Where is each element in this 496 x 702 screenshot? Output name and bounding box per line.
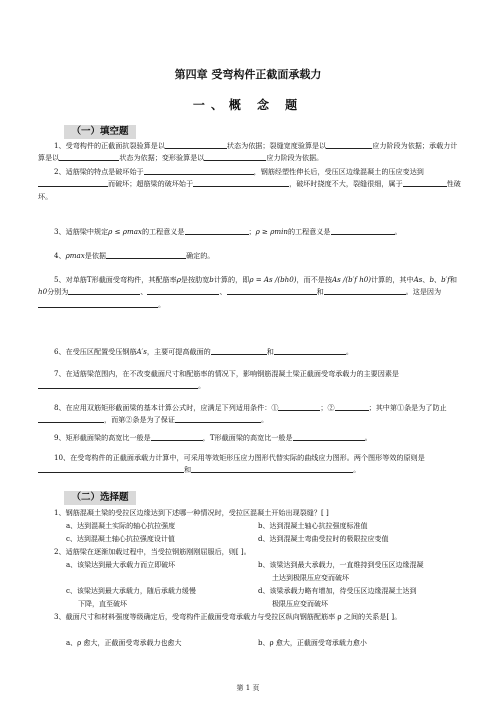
choice-1-option-d: d、达到混凝土弯曲受拉时的极限拉应变值	[258, 535, 389, 543]
choice-2-option-d: d、该梁承载力略有增加，待受压区边缘混凝土达到	[258, 587, 417, 595]
question-choice-1: 1、钢筋混凝土梁的受拉区边缘达到下述哪一种情况时，受拉区混凝土开始出现裂缝？[ ]	[54, 508, 329, 517]
question-fill-2: 2、适筋梁的特点是破坏始于 ，钢筋经塑性伸长后，受压区边缘混凝土的压应变达到而破坏；超筋梁的破坏始于 ，破坏时挠度不大，裂缝很细，属于 性破坏。	[38, 167, 461, 201]
section-title: 一、概 念 题	[192, 98, 304, 112]
question-fill-5: 5、对单筋T形截面受弯构件，其配筋率ρ是按肋宽b计算的，即ρ = As /(bh0)，而不是按As /(b′f h0)计算的，其中As、b、b′f和h0分别为 、 、 和 。这是因为。	[38, 275, 457, 309]
question-fill-9: 9、矩形截面梁的高宽比一般是 ，T形截面梁的高宽比一般是 。	[54, 433, 372, 442]
chapter-title: 第四章 受弯构件正截面承载力	[174, 68, 322, 81]
choice-3-option-a: a、ρ 愈大，正截面受弯承载力也愈大	[66, 639, 182, 647]
choice-1-option-c: c、达到混凝土轴心抗拉强度设计值	[66, 535, 175, 543]
choice-2-option-c-cont: 下降，直至破坏	[78, 600, 127, 608]
choice-1-option-b: b、达到混凝土轴心抗拉强度标准值	[258, 522, 368, 530]
fill-blank-heading: （一）填空题	[64, 125, 136, 139]
page-number: 第 1 页	[236, 684, 260, 692]
choice-2-option-b-cont: 土达到极限压应变而破坏	[272, 574, 349, 582]
question-fill-3: 3、适筋梁中规定ρ ≤ ρmax的工程意义是 ；ρ ≥ ρmin的工程意义是 。	[54, 227, 402, 236]
choice-2-option-a: a、该梁达到最大承载力而立即破坏	[66, 561, 176, 569]
choice-3-option-b: b、ρ 愈大，正截面受弯承载力愈小	[258, 639, 367, 647]
choice-2-option-b: b、该梁达到最大承载力，一直维持到受压区边缘混凝	[258, 561, 424, 569]
question-fill-1: 1、受弯构件的正截面抗裂验算是以 状态为依据；裂缝宽度验算是以 应力阶段为依据；承载力计算是以 状态为依据；变形验算是以 应力阶段为依据。	[38, 141, 458, 163]
question-fill-7: 7、在适筋梁范围内，在不改变截面尺寸和配筋率的情况下，影响钢筋混凝土梁正截面受弯承载力的主要因素是。	[38, 368, 462, 393]
question-fill-4: 4、ρmax是依据 确定的。	[54, 251, 215, 260]
question-choice-3: 3、截面尺寸和材料强度等级确定后，受弯构件正截面受弯承载力与受拉区纵向钢筋配筋率 ρ 之间的关系是[ ]。	[54, 612, 402, 621]
choice-1-option-a: a、达到混凝土实际的轴心抗拉强度	[66, 522, 176, 530]
question-fill-10: 10、在受弯构件的正截面承载力计算中，可采用等效矩形压应力图形代替实际的曲线应力图形。两个图形等效的原则是和 。	[38, 452, 462, 477]
question-choice-2: 2、适筋梁在逐渐加载过程中，当受拉钢筋刚刚屈服后，则[ ]。	[54, 547, 251, 556]
question-fill-6: 6、在受压区配置受压钢筋A′s，主要可提高截面的 和 。	[54, 347, 353, 356]
choice-2-option-d-cont: 极限压应变而破坏	[272, 600, 328, 608]
choice-2-option-c: c、该梁达到最大承载力，随后承载力缓慢	[66, 587, 196, 595]
choice-heading: （二）选择题	[64, 491, 136, 505]
question-fill-8: 8、在应用双筋矩形截面梁的基本计算公式时，应满足下列适用条件：① ；② ；其中第①条是为了防止，而第②条是为了保证 。	[38, 402, 462, 427]
